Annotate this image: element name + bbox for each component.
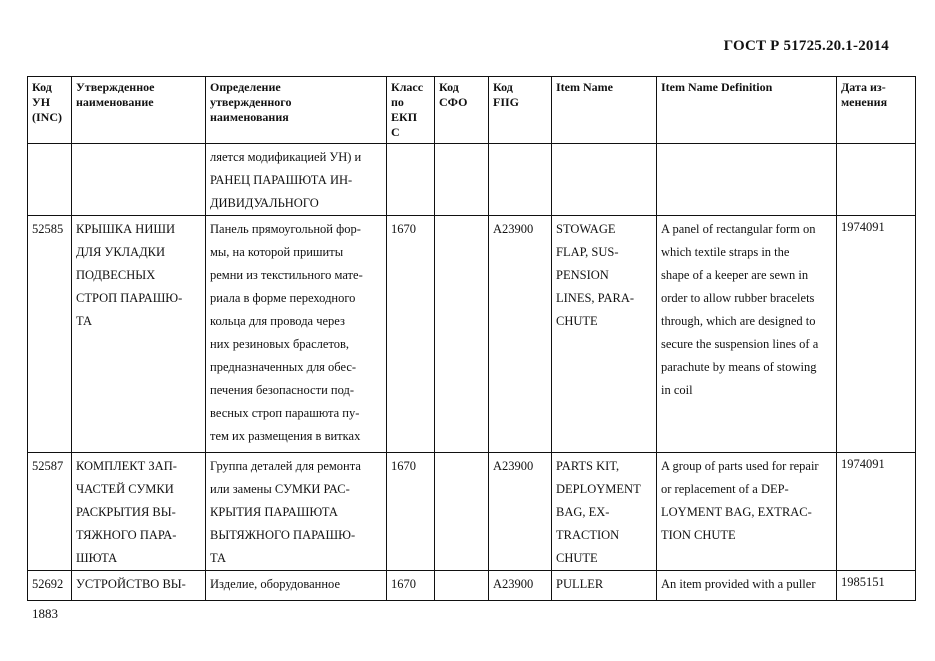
cell-definition: Изделие, оборудованное xyxy=(206,571,387,601)
col-header-item-def: Item Name Definition xyxy=(657,77,837,144)
cell-fiig: A23900 xyxy=(489,453,552,571)
cell-name: УСТРОЙСТВО ВЫ- xyxy=(72,571,206,601)
cell-class: 1670 xyxy=(387,571,435,601)
col-header-definition: Определение утвержденного наименования xyxy=(206,77,387,144)
cell-definition: Группа деталей для ремонта или замены СУМКИ РАС- КРЫТИЯ ПАРАШЮТА ВЫТЯЖНОГО ПАРАШЮ- ТА xyxy=(206,453,387,571)
cell-date: 1974091 xyxy=(837,453,916,571)
col-header-name: Утвержденное наименование xyxy=(72,77,206,144)
cell-date: 1974091 xyxy=(837,216,916,453)
cell-fiig: A23900 xyxy=(489,216,552,453)
cell-item-def: An item provided with a puller xyxy=(657,571,837,601)
table-row xyxy=(28,453,916,571)
cell-item-name: PARTS KIT, DEPLOYMENT BAG, EX- TRACTION CHUTE xyxy=(552,453,657,571)
col-header-sfo: Код СФО xyxy=(435,77,489,144)
cell-code: 52585 xyxy=(28,216,72,453)
cell-name: КОМПЛЕКТ ЗАП- ЧАСТЕЙ СУМКИ РАСКРЫТИЯ ВЫ- ТЯЖНОГО ПАРА- ШЮТА xyxy=(72,453,206,571)
cell-sfo xyxy=(435,571,489,601)
col-header-date: Дата из- менения xyxy=(837,77,916,144)
cell-sfo xyxy=(435,216,489,453)
table-row-continuation xyxy=(28,144,916,216)
col-header-class: Класс по ЕКП С xyxy=(387,77,435,144)
cell-class: 1670 xyxy=(387,453,435,571)
cell-item-name: PULLER xyxy=(552,571,657,601)
catalog-table xyxy=(27,76,916,601)
cell-class: 1670 xyxy=(387,216,435,453)
table-header-row xyxy=(28,77,916,144)
cell-item-name: STOWAGE FLAP, SUS- PENSION LINES, PARA- CHUTE xyxy=(552,216,657,453)
table-row xyxy=(28,216,916,453)
cell-definition: ляется модификацией УН) и РАНЕЦ ПАРАШЮТА ИН- ДИВИДУАЛЬНОГО xyxy=(206,144,387,216)
table-row xyxy=(28,571,916,601)
col-header-code: Код УН (INC) xyxy=(28,77,72,144)
cell-sfo xyxy=(435,453,489,571)
col-header-item-name: Item Name xyxy=(552,77,657,144)
cell-name: КРЫШКА НИШИ ДЛЯ УКЛАДКИ ПОДВЕСНЫХ СТРОП ПАРАШЮ- ТА xyxy=(72,216,206,453)
cell-item-def: A group of parts used for repair or replacement of a DEP- LOYMENT BAG, EXTRAC- TION CHUTE xyxy=(657,453,837,571)
col-header-fiig: Код FIIG xyxy=(489,77,552,144)
cell-definition: Панель прямоугольной фор- мы, на которой пришиты ремни из текстильного мате- риала в форме переходного кольца для провода через них резиновых браслетов, предназначенных для обес- печения безопасности под- весных строп парашюта пу- тем их размещения в витках xyxy=(206,216,387,453)
cell-code: 52692 xyxy=(28,571,72,601)
document-code: ГОСТ Р 51725.20.1-2014 xyxy=(723,38,889,54)
cell-item-def: A panel of rectangular form on which textile straps in the shape of a keeper are sewn in order to allow rubber bracelets through, which are designed to secure the suspension lines of a parachute by means of stowing in coil xyxy=(657,216,837,453)
cell-code: 52587 xyxy=(28,453,72,571)
page-number: 1883 xyxy=(32,606,58,621)
cell-date: 1985151 xyxy=(837,571,916,601)
cell-fiig: A23900 xyxy=(489,571,552,601)
